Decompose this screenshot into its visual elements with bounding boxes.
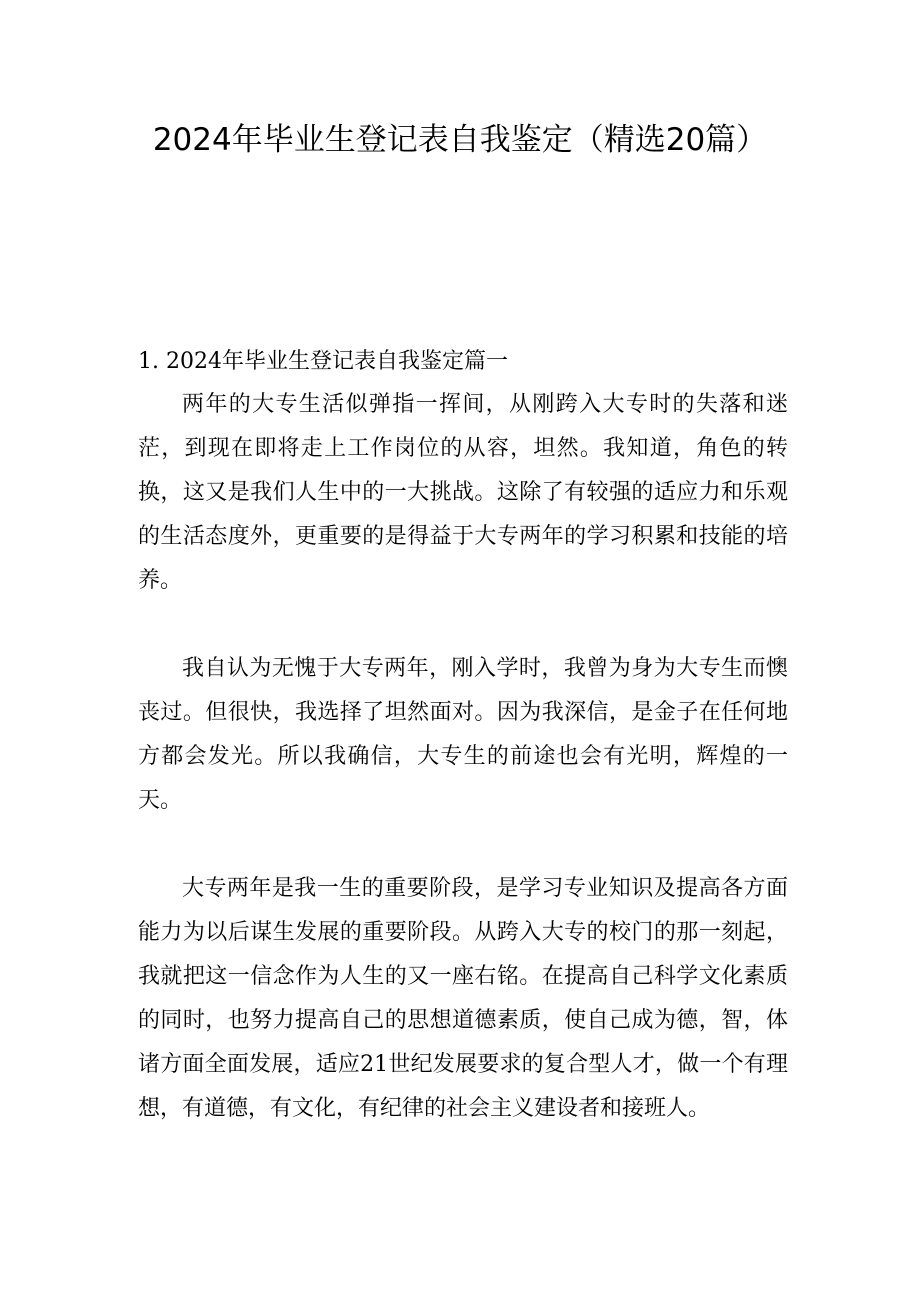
paragraph-2: 我自认为无愧于大专两年，刚入学时，我曾为身为大专生而懊丧过。但很快，我选择了坦然面对。因为我深信，是金子在任何地方都会发光。所以我确信，大专生的前途也会有光明，辉煌的一天。 [138,656,788,813]
paragraph-3: 大专两年是我一生的重要阶段，是学习专业知识及提高各方面能力为以后谋生发展的重要阶段。从跨入大专的校门的那一刻起，我就把这一信念作为人生的又一座右铭。在提高自己科学文化素质的同时，也努力提高自己的思想道德素质，使自己成为德，智，体诸方面全面发展，适应21世纪发展要求的复合型人才，做一个有理想，有道德，有文化，有纪律的社会主义建设者和接班人。 [138,876,788,1121]
section-heading: 1. 2024年毕业生登记表自我鉴定篇一 [138,349,508,374]
document-title: 2024年毕业生登记表自我鉴定（精选20篇） [152,122,768,158]
document-body [138,341,788,1131]
paragraph-1: 两年的大专生活似弹指一挥间，从刚跨入大专时的失落和迷茫，到现在即将走上工作岗位的从容，坦然。我知道，角色的转换，这又是我们人生中的一大挑战。这除了有较强的适应力和乐观的生活态度外，更重要的是得益于大专两年的学习积累和技能的培养。 [138,392,788,593]
